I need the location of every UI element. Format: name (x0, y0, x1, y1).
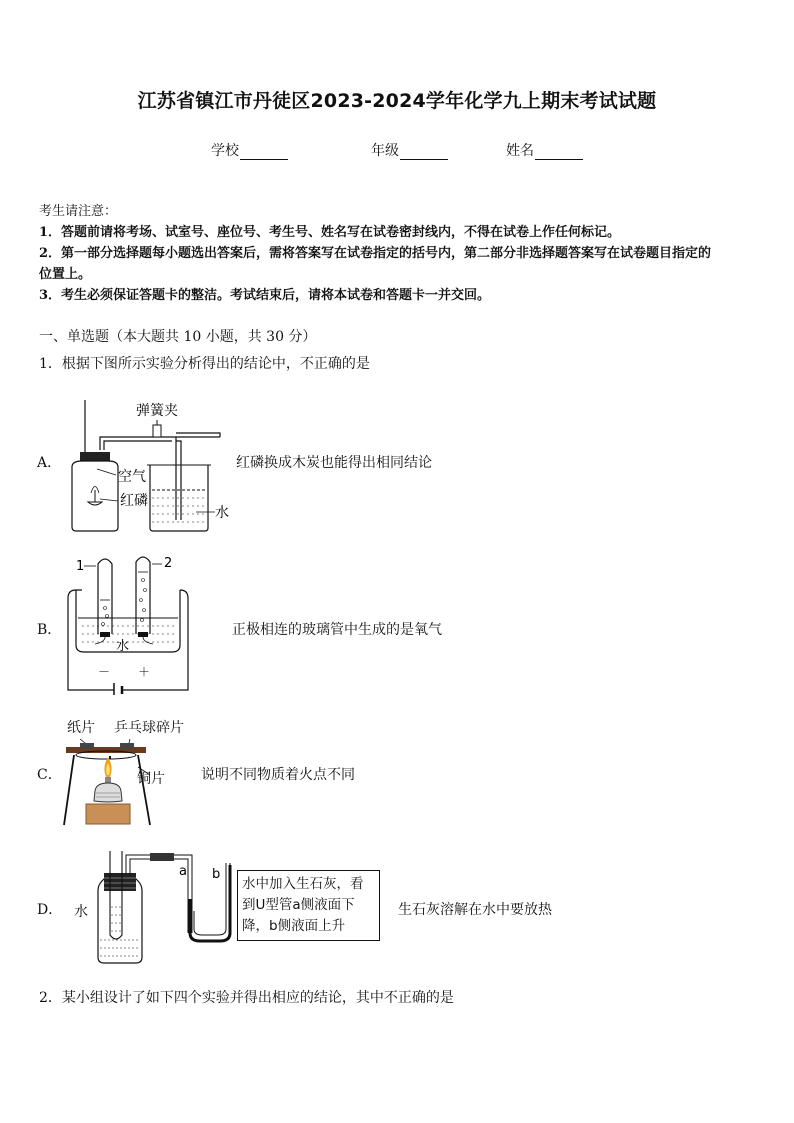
label-water-d: 水 (74, 904, 88, 920)
notice-item-2-cont: 位置上。 (39, 267, 92, 282)
question-1-stem: 1．根据下图所示实验分析得出的结论中，不正确的是 (39, 356, 370, 372)
label-air: 空气 (118, 469, 146, 485)
school-label: 学校 (211, 143, 239, 159)
grade-field (371, 140, 448, 160)
label-spring-clamp: 弹簧夹 (136, 403, 178, 419)
option-b-letter: B． (37, 622, 62, 638)
label-b: b (212, 867, 221, 882)
grade-label: 年级 (371, 143, 399, 159)
option-d-text: 生石灰溶解在水中要放热 (398, 902, 552, 918)
school-blank (240, 145, 288, 160)
name-field (506, 140, 583, 160)
label-tube-1: 1 (76, 559, 85, 574)
section-heading: 一、单选题（本大题共 10 小题，共 30 分） (39, 329, 317, 345)
label-pingpong: 乒乓球碎片 (114, 720, 184, 736)
label-paper: 纸片 (67, 720, 95, 736)
page-title: 江苏省镇江市丹徒区2023-2024学年化学九上期末考试试题 (137, 90, 657, 112)
observation-line-1: 水中加入生石灰，看 (242, 876, 364, 892)
name-label: 姓名 (506, 143, 534, 159)
notice-item-1: 1．答题前请将考场、试室号、座位号、考生号、姓名写在试卷密封线内，不得在试卷上作任何标记。 (39, 225, 621, 240)
option-a-letter: A． (37, 455, 62, 471)
label-red-phosphorus: 红磷 (120, 493, 148, 509)
notice-heading: 考生请注意： (39, 204, 118, 219)
option-a-figure (60, 395, 240, 540)
observation-line-3: 降，b侧液面上升 (242, 918, 346, 934)
option-c-text: 说明不同物质着火点不同 (201, 767, 355, 783)
option-d-letter: D． (37, 902, 63, 918)
label-copper: 铜片 (137, 771, 165, 787)
school-field (211, 140, 288, 160)
question-2-stem: 2．某小组设计了如下四个实验并得出相应的结论，其中不正确的是 (39, 990, 454, 1006)
label-plus: ＋ (138, 665, 151, 679)
notice-item-2: 2．第一部分选择题每小题选出答案后，需将答案写在试卷指定的括号内，第二部分非选择题答案写在试卷题目指定的 (39, 246, 712, 261)
notice-item-3: 3．考生必须保证答题卡的整洁。考试结束后，请将本试卷和答题卡一并交回。 (39, 288, 491, 303)
option-b-figure (60, 550, 195, 695)
grade-blank (400, 145, 448, 160)
label-tube-2: 2 (164, 556, 173, 571)
observation-box (237, 870, 380, 941)
option-b-text: 正极相连的玻璃管中生成的是氧气 (232, 622, 442, 638)
option-c-letter: C． (37, 767, 62, 783)
option-a-text: 红磷换成木炭也能得出相同结论 (236, 455, 432, 471)
name-blank (535, 145, 583, 160)
label-water-b: 水 (116, 639, 130, 654)
option-d-figure (90, 845, 240, 970)
label-a: a (179, 864, 187, 879)
observation-line-2: 到U型管a侧液面下 (242, 897, 355, 913)
label-minus: － (98, 665, 111, 679)
label-water-a: 水 (215, 505, 229, 521)
